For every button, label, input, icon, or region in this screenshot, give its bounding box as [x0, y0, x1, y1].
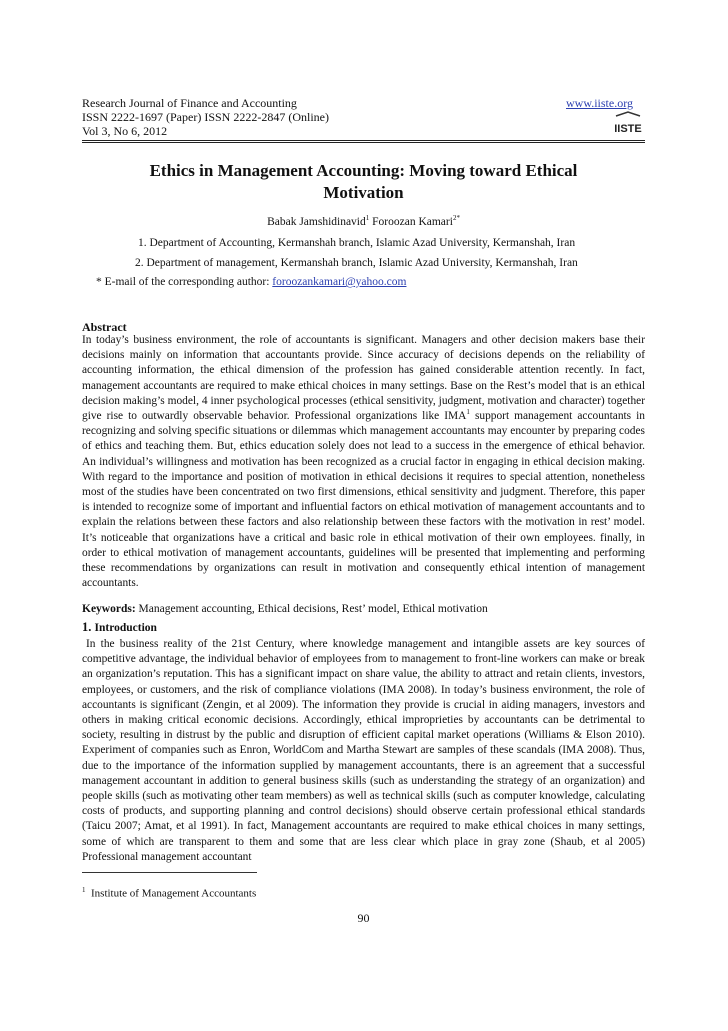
journal-name: Research Journal of Finance and Accounting: [82, 96, 297, 110]
corresponding-author: * E-mail of the corresponding author: foroozankamari@yahoo.com: [96, 276, 407, 288]
abstract-heading: Abstract: [82, 320, 127, 334]
footnote: [82, 886, 256, 900]
header-rule-2: [82, 142, 645, 143]
iiste-logo: [613, 110, 643, 138]
footnote-mark: 1: [82, 886, 86, 894]
footnote-text: Institute of Management Accountants: [91, 887, 257, 900]
affiliation-2: 2. Department of management, Kermanshah branch, Islamic Azad University, Kermanshah, Iran: [135, 257, 578, 269]
author-2-affil: 2*: [452, 214, 460, 222]
keywords-label: Keywords:: [82, 603, 136, 615]
intro-text: In the business reality of the 21st Century, where knowledge management and intangible assets are key sources of competitive advantage, the individual behavior of employees from to management to front-line workers can make or break an organization’s reputation. This has a significant impact on share value, the ability to attract and retain clients, investors, employees, or customers, and the risk of compliance violations (IMA 2008). In today’s business environment, the role of accountants is significant (Zengin, et al 2009). The information they provide is crucial in aiding managers, investors and others in making critical economic decisions. Accordingly, ethical improprieties by accountants can be detrimental to society, resulting in distrust by the public and disruption of efficient capital market operations (Williams & Elson 2010). Experiment of companies such as Enron, WorldCom and Martha Stewart are samples of these scandals (IMA 2008). Thus, due to the importance of the information supplied by management accountants, there is an agreement that a successful management accountant in addition to general business skills (such as understanding the strategy of an organization) and people skills (such as motivating other team members) as well as technical skills (such as computer knowledge, calculating costs of products, and supporting planning and control decisions) should observe certain professional ethical standards (Taicu 2007; Amat, et al 1991). In fact, Management accountants are required to make ethical choices in many settings, some of which are transparent to them and some that are less clear which place in gray zone (Shaub, et al 2005) Professional management accountant: [82, 638, 645, 863]
author-email-link[interactable]: foroozankamari@yahoo.com: [272, 276, 407, 288]
paper-title-line1: Ethics in Management Accounting: Moving toward Ethical: [149, 161, 578, 180]
keywords-text: Management accounting, Ethical decisions, Rest’ model, Ethical motivation: [135, 603, 488, 615]
authors: [82, 214, 645, 228]
issn-line: ISSN 2222-1697 (Paper) ISSN 2222-2847 (Online): [82, 110, 329, 124]
keywords: [82, 603, 488, 615]
page-number: 90: [357, 911, 370, 925]
intro-heading: 1. Introduction: [82, 620, 157, 634]
footnote-rule: [82, 872, 257, 873]
author-1-affil: 1: [365, 214, 370, 222]
author-1: Babak Jamshidinavid: [267, 215, 366, 228]
author-2: Foroozan Kamari: [372, 215, 453, 228]
footnote-ref[interactable]: 1: [466, 408, 470, 417]
volume-line: Vol 3, No 6, 2012: [82, 124, 168, 138]
abstract-text: In today’s business environment, the role of accountants is significant. Managers and other decision makers base their decisions mainly on information that accountants provide. Since accuracy of decisions depends on the reliability of accounting information, the ethical dimension of the profession has gained considerable attention recently. In fact, management accountants are required to make ethical choices in many settings. Base on the Rest’s model that is an ethical decision making’s model, 4 inner psychological processes (ethical sensitivity, judgment, motivation and character) together give rise to outwardly observable behavior. Professional organizations like IMA$^1$ support management accountants in recognizing and solving specific situations or dilemmas which management accountants may encounter by preparing codes of ethics and teaching them. But, ethics education solely does not lead to a success in the emergence of ethical behavior. An individual’s willingness and motivation has been recognized as a crucial factor in engaging in ethical decision making. With regard to the importance and position of motivation in ethical decisions it requires to special attention, nonetheless most of the studies have been concentrated on two first dimensions, ethical sensitivity and judgment. Therefore, this paper is intended to recognize some of important and influential factors on ethical motivation of management accountants and to explain the relations between these factors and also relationship between these factors with the motivation in rest’ model. It’s noticeable that organizations have a critical and basic role in ethical motivation of their own employees. finally, in order to ethical motivation of management accountants, guidelines will be presented that implementing and performing these recommendations by organizations can result in motivation and consequently ethical intention of management accountants.: [82, 334, 646, 590]
affiliation-1: 1. Department of Accounting, Kermanshah branch, Islamic Azad University, Kermanshah, Iran: [138, 237, 576, 249]
header-rule: [82, 140, 645, 141]
logo-text: IISTE: [614, 123, 642, 135]
paper-title-line2: Motivation: [323, 183, 404, 202]
journal-website-link[interactable]: www.iiste.org: [566, 96, 633, 110]
